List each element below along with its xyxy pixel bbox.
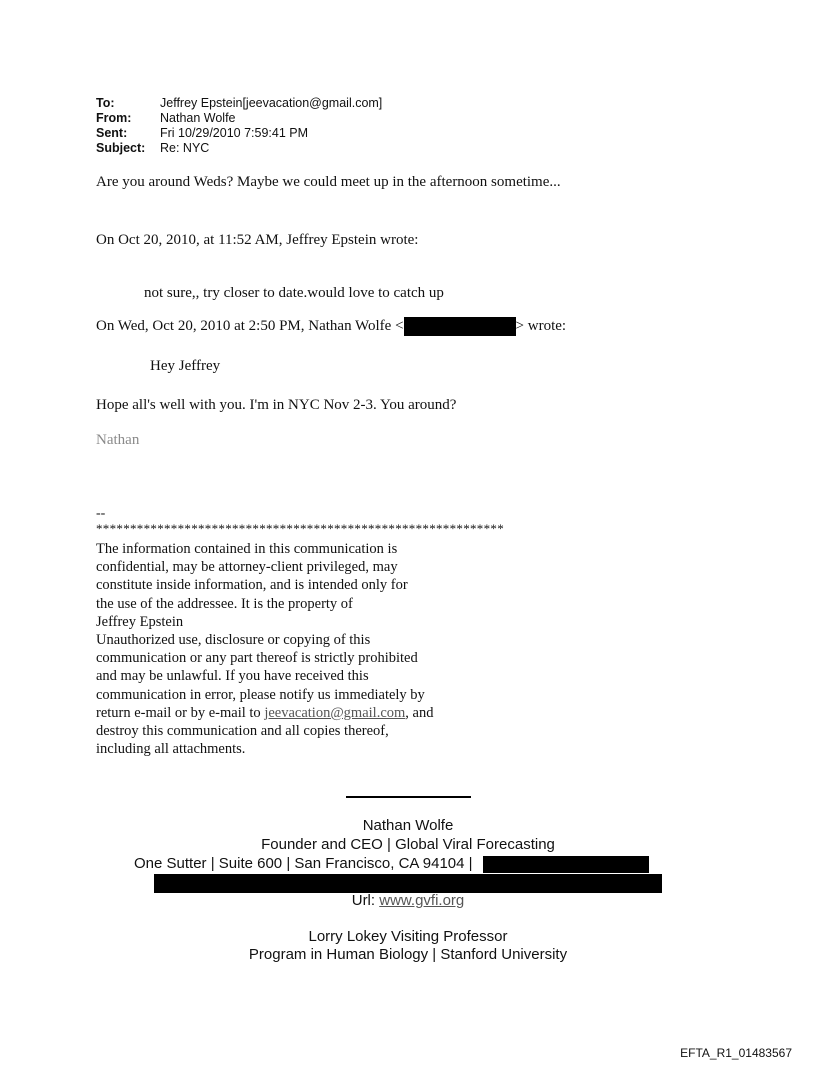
- disclaimer-line: Jeffrey Epstein: [96, 613, 184, 630]
- url-label: Url:: [351, 892, 380, 909]
- quote2-header: [96, 317, 566, 336]
- disclaimer-line: including all attachments.: [96, 741, 246, 758]
- document-id: EFTA_R1_01483567: [680, 1046, 792, 1060]
- disclaimer-line: constitute inside information, and is intended only for: [96, 577, 408, 594]
- email-link[interactable]: jeevacation@gmail.com: [264, 704, 406, 721]
- redaction-block: [154, 874, 662, 893]
- disclaimer-return-line: [96, 704, 433, 722]
- from-row: [96, 111, 382, 126]
- reply-line: Are you around Weds? Maybe we could meet up in the afternoon sometime...: [96, 174, 561, 190]
- sent-row: [96, 126, 382, 141]
- disclaimer-line: Unauthorized use, disclosure or copying of this: [96, 632, 371, 649]
- sent-value: Fri 10/29/2010 7:59:41 PM: [160, 126, 309, 140]
- subject-label: Subject:: [96, 141, 146, 155]
- signature-professorship: Lorry Lokey Visiting Professor: [308, 928, 508, 945]
- signature-divider: [346, 796, 471, 798]
- quote1-header: On Oct 20, 2010, at 11:52 AM, Jeffrey Epstein wrote:: [96, 232, 419, 248]
- to-value: Jeffrey Epstein[jeevacation@gmail.com]: [160, 96, 383, 110]
- separator-stars: ************************************************************: [96, 521, 504, 536]
- signoff: Nathan: [96, 432, 140, 448]
- sent-label: Sent:: [96, 126, 128, 140]
- from-label: From:: [96, 111, 132, 125]
- subject-value: Re: NYC: [160, 141, 210, 155]
- disclaimer-block: [96, 540, 433, 758]
- disclaimer-line: communication in error, please notify us immediately by: [96, 686, 425, 703]
- disclaimer-line: confidential, may be attorney-client privileged, may: [96, 559, 398, 576]
- separator-dashes: --: [96, 506, 106, 521]
- url-link[interactable]: www.gvfi.org: [379, 892, 465, 909]
- redaction-block: [483, 856, 649, 873]
- disclaimer-line: communication or any part thereof is strictly prohibited: [96, 650, 418, 667]
- disclaimer-line: The information contained in this communication is: [96, 541, 398, 557]
- redaction-block: [404, 317, 516, 336]
- return-suffix: , and: [405, 704, 434, 721]
- email-header: [96, 96, 382, 156]
- signature-program: Program in Human Biology | Stanford University: [248, 946, 568, 963]
- disclaimer-line: destroy this communication and all copies thereof,: [96, 723, 389, 740]
- subject-row: [96, 141, 382, 156]
- quote1-text: not sure,, try closer to date.would love to catch up: [144, 285, 444, 301]
- signature-address: [134, 855, 649, 873]
- message: Hope all's well with you. I'm in NYC Nov 2-3. You around?: [96, 397, 457, 413]
- quote2-header-start: On Wed, Oct 20, 2010 at 2:50 PM, Nathan Wolfe <: [96, 317, 404, 334]
- signature-title: Founder and CEO | Global Viral Forecasting: [261, 836, 555, 853]
- disclaimer-line: the use of the addressee. It is the property of: [96, 595, 353, 612]
- signature-url-line: [0, 892, 816, 909]
- quote2-header-end: > wrote:: [515, 317, 567, 334]
- from-value: Nathan Wolfe: [160, 111, 236, 125]
- return-prefix: return e-mail or by e-mail to: [96, 704, 265, 721]
- disclaimer-line: and may be unlawful. If you have received this: [96, 668, 369, 685]
- to-row: [96, 96, 382, 111]
- address-text: One Sutter | Suite 600 | San Francisco, CA 94104 |: [134, 855, 473, 872]
- to-label: To:: [96, 96, 115, 110]
- greeting: Hey Jeffrey: [150, 358, 221, 374]
- signature-name: Nathan Wolfe: [362, 817, 454, 834]
